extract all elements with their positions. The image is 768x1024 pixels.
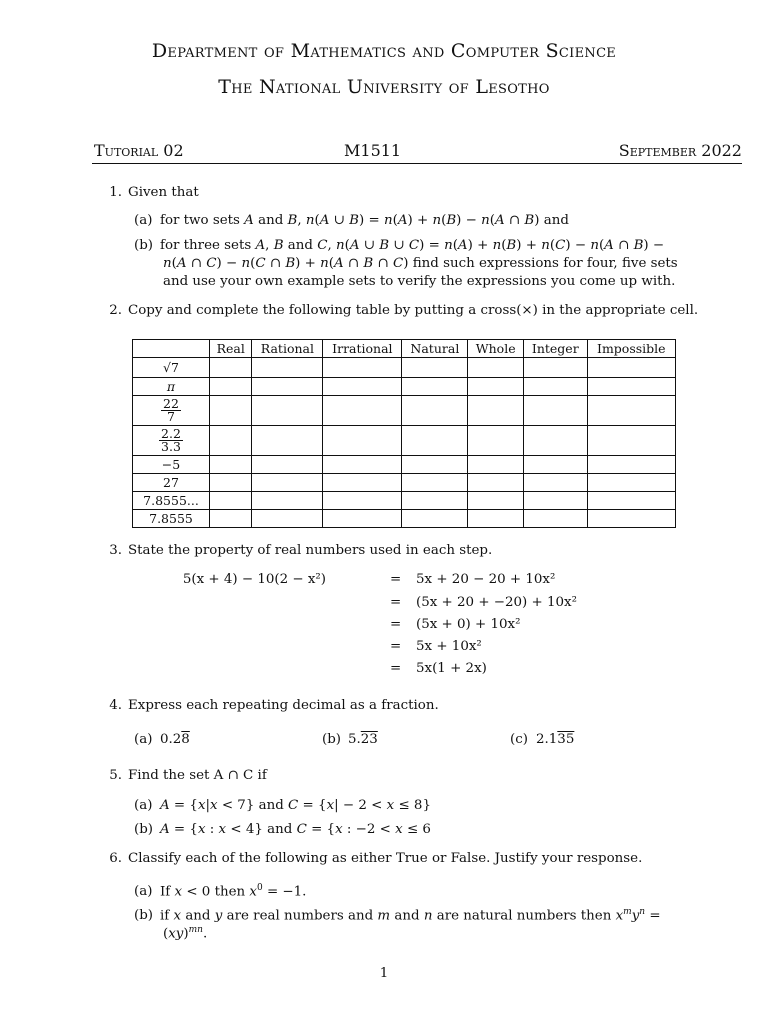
question-4: 4. Express each repeating decimal as a fraction. bbox=[109, 698, 439, 713]
table-row bbox=[133, 474, 676, 492]
table-cell[interactable] bbox=[524, 474, 588, 492]
column-header: Whole bbox=[468, 340, 524, 358]
table-cell[interactable] bbox=[252, 456, 323, 474]
equals-sign: = bbox=[390, 639, 402, 654]
table-cell[interactable] bbox=[210, 378, 252, 396]
question-2-text: Copy and complete the following table by putting a cross(×) in the appropriate cell. bbox=[128, 303, 699, 318]
table-cell[interactable] bbox=[402, 358, 468, 378]
table-cell[interactable] bbox=[402, 510, 468, 528]
question-6a: (a) If x < 0 then $x^0 = -1$. bbox=[134, 883, 307, 900]
number-classification-table bbox=[132, 339, 676, 528]
question-1b-line-2: n(A ∩ C) − n(C ∩ B) + n(A ∩ B ∩ C) find such expressions for four, five sets bbox=[163, 256, 678, 271]
table-cell[interactable] bbox=[587, 492, 675, 510]
question-5a: (a) A = {x|x < 7} and C = {x| − 2 < x ≤ 8} bbox=[134, 798, 431, 813]
table-cell[interactable] bbox=[323, 510, 402, 528]
table-cell[interactable] bbox=[210, 510, 252, 528]
equation-step: (5x + 20 + −20) + 10x² bbox=[416, 595, 577, 610]
question-5-text: Find the set A ∩ C if bbox=[128, 768, 267, 783]
table-cell[interactable] bbox=[210, 396, 252, 426]
table-cell[interactable] bbox=[252, 378, 323, 396]
table-cell[interactable] bbox=[210, 492, 252, 510]
equation-step: 5x + 10x² bbox=[416, 639, 482, 654]
table-cell[interactable] bbox=[524, 426, 588, 456]
question-6b: (b) if x and y are real numbers and m and n are natural numbers then $x^my^n$ = bbox=[134, 907, 661, 924]
table-cell[interactable] bbox=[524, 492, 588, 510]
table-cell[interactable] bbox=[323, 492, 402, 510]
table-row bbox=[133, 510, 676, 528]
question-6-text: Classify each of the following as either True or False. Justify your response. bbox=[128, 851, 643, 866]
table-cell[interactable] bbox=[252, 358, 323, 378]
row-header: 27 bbox=[133, 474, 210, 492]
question-1a: (a) for two sets A and B, n(A ∪ B) = n(A) + n(B) − n(A ∩ B) and bbox=[134, 213, 569, 228]
row-header: 7.8555 bbox=[133, 510, 210, 528]
equation-step: (5x + 0) + 10x² bbox=[416, 617, 521, 632]
page-number: 1 bbox=[379, 966, 389, 981]
table-cell[interactable] bbox=[524, 510, 588, 528]
table-cell[interactable] bbox=[323, 474, 402, 492]
table-row bbox=[133, 456, 676, 474]
equation-step: 5x + 20 − 20 + 10x² bbox=[416, 572, 556, 587]
question-1b: (b) for three sets A, B and C, n(A ∪ B ∪ C) = n(A) + n(B) + n(C) − n(A ∩ B) − bbox=[134, 238, 665, 253]
question-3-text: State the property of real numbers used in each step. bbox=[128, 543, 493, 558]
table-cell[interactable] bbox=[524, 396, 588, 426]
table-cell[interactable] bbox=[252, 510, 323, 528]
question-6b-line-2: (xy)$^{mn}$. bbox=[163, 925, 208, 942]
question-4-text: Express each repeating decimal as a fraction. bbox=[128, 698, 439, 713]
table-cell[interactable] bbox=[468, 456, 524, 474]
date-label: September 2022 bbox=[618, 141, 742, 160]
repeating-digits: 8 bbox=[181, 732, 190, 747]
table-cell[interactable] bbox=[323, 378, 402, 396]
table-cell[interactable] bbox=[468, 510, 524, 528]
question-5: 5. Find the set A ∩ C if bbox=[109, 768, 267, 783]
tutorial-label: Tutorial 02 bbox=[94, 141, 184, 160]
question-4c: (c) 2.135 bbox=[510, 732, 575, 747]
table-cell[interactable] bbox=[323, 426, 402, 456]
table-cell[interactable] bbox=[402, 474, 468, 492]
table-cell[interactable] bbox=[402, 492, 468, 510]
table-row bbox=[133, 358, 676, 378]
table-cell[interactable] bbox=[468, 358, 524, 378]
question-2: 2. Copy and complete the following table by putting a cross(×) in the appropriate cell. bbox=[109, 303, 699, 318]
table-cell[interactable] bbox=[468, 396, 524, 426]
equals-sign: = bbox=[390, 572, 402, 587]
table-cell[interactable] bbox=[468, 492, 524, 510]
equals-sign: = bbox=[390, 595, 402, 610]
column-header: Rational bbox=[252, 340, 323, 358]
table-cell[interactable] bbox=[587, 510, 675, 528]
equation-step: 5x(1 + 2x) bbox=[416, 661, 487, 676]
table-cell[interactable] bbox=[587, 396, 675, 426]
equals-sign: = bbox=[390, 617, 402, 632]
table-cell[interactable] bbox=[587, 426, 675, 456]
table-cell[interactable] bbox=[210, 426, 252, 456]
column-header: Natural bbox=[402, 340, 468, 358]
table-cell[interactable] bbox=[252, 426, 323, 456]
table-cell[interactable] bbox=[252, 492, 323, 510]
department-title: Department of Mathematics and Computer Science bbox=[151, 40, 617, 62]
table-cell[interactable] bbox=[252, 474, 323, 492]
row-header: π bbox=[133, 378, 210, 396]
table-cell[interactable] bbox=[323, 456, 402, 474]
question-4a: (a) 0.28 bbox=[134, 732, 190, 747]
table-cell[interactable] bbox=[587, 378, 675, 396]
table-cell[interactable] bbox=[323, 358, 402, 378]
column-header: Impossible bbox=[587, 340, 675, 358]
question-6: 6. Classify each of the following as either True or False. Justify your response. bbox=[109, 851, 643, 866]
column-header: Real bbox=[210, 340, 252, 358]
row-header: 7.8555... bbox=[133, 492, 210, 510]
table-cell[interactable] bbox=[468, 474, 524, 492]
row-header: $\frac{2.2}{3.3}$ bbox=[133, 426, 210, 456]
table-cell[interactable] bbox=[210, 358, 252, 378]
table-cell[interactable] bbox=[468, 426, 524, 456]
question-3: 3. State the property of real numbers used in each step. bbox=[109, 543, 493, 558]
table-cell[interactable] bbox=[524, 358, 588, 378]
repeating-digits: 23 bbox=[360, 732, 378, 747]
column-header: Integer bbox=[524, 340, 588, 358]
course-code: M1511 bbox=[344, 141, 402, 160]
table-cell[interactable] bbox=[402, 456, 468, 474]
equals-sign: = bbox=[390, 661, 402, 676]
row-header: $\frac{22}{7}$ bbox=[133, 396, 210, 426]
university-title: The National University of Lesotho bbox=[218, 76, 550, 98]
question-5b: (b) A = {x : x < 4} and C = {x : −2 < x ≤ 6 bbox=[134, 822, 431, 837]
row-header: −5 bbox=[133, 456, 210, 474]
table-cell[interactable] bbox=[524, 456, 588, 474]
table-cell[interactable] bbox=[587, 358, 675, 378]
table-cell[interactable] bbox=[323, 396, 402, 426]
table-cell[interactable] bbox=[402, 426, 468, 456]
table-row bbox=[133, 396, 676, 426]
tutorial-header-row bbox=[92, 141, 742, 164]
table-cell[interactable] bbox=[524, 378, 588, 396]
table-row bbox=[133, 426, 676, 456]
table-row bbox=[133, 492, 676, 510]
table-header-row bbox=[133, 340, 676, 358]
question-1: 1. Given that bbox=[109, 185, 199, 200]
table-cell[interactable] bbox=[252, 396, 323, 426]
table-cell[interactable] bbox=[210, 456, 252, 474]
table-cell[interactable] bbox=[468, 378, 524, 396]
question-1-text: Given that bbox=[128, 185, 199, 200]
row-header: √7 bbox=[133, 358, 210, 378]
table-cell[interactable] bbox=[587, 456, 675, 474]
repeating-digits: 35 bbox=[557, 732, 575, 747]
table-cell[interactable] bbox=[402, 378, 468, 396]
table-cell[interactable] bbox=[402, 396, 468, 426]
question-4b: (b) 5.23 bbox=[322, 732, 378, 747]
table-row bbox=[133, 378, 676, 396]
column-header: Irrational bbox=[323, 340, 402, 358]
question-1b-line-3: and use your own example sets to verify the expressions you come up with. bbox=[163, 274, 676, 289]
table-cell[interactable] bbox=[587, 474, 675, 492]
table-corner-cell bbox=[133, 340, 210, 358]
equation-lhs: 5(x + 4) − 10(2 − x²) bbox=[182, 572, 326, 587]
table-cell[interactable] bbox=[210, 474, 252, 492]
